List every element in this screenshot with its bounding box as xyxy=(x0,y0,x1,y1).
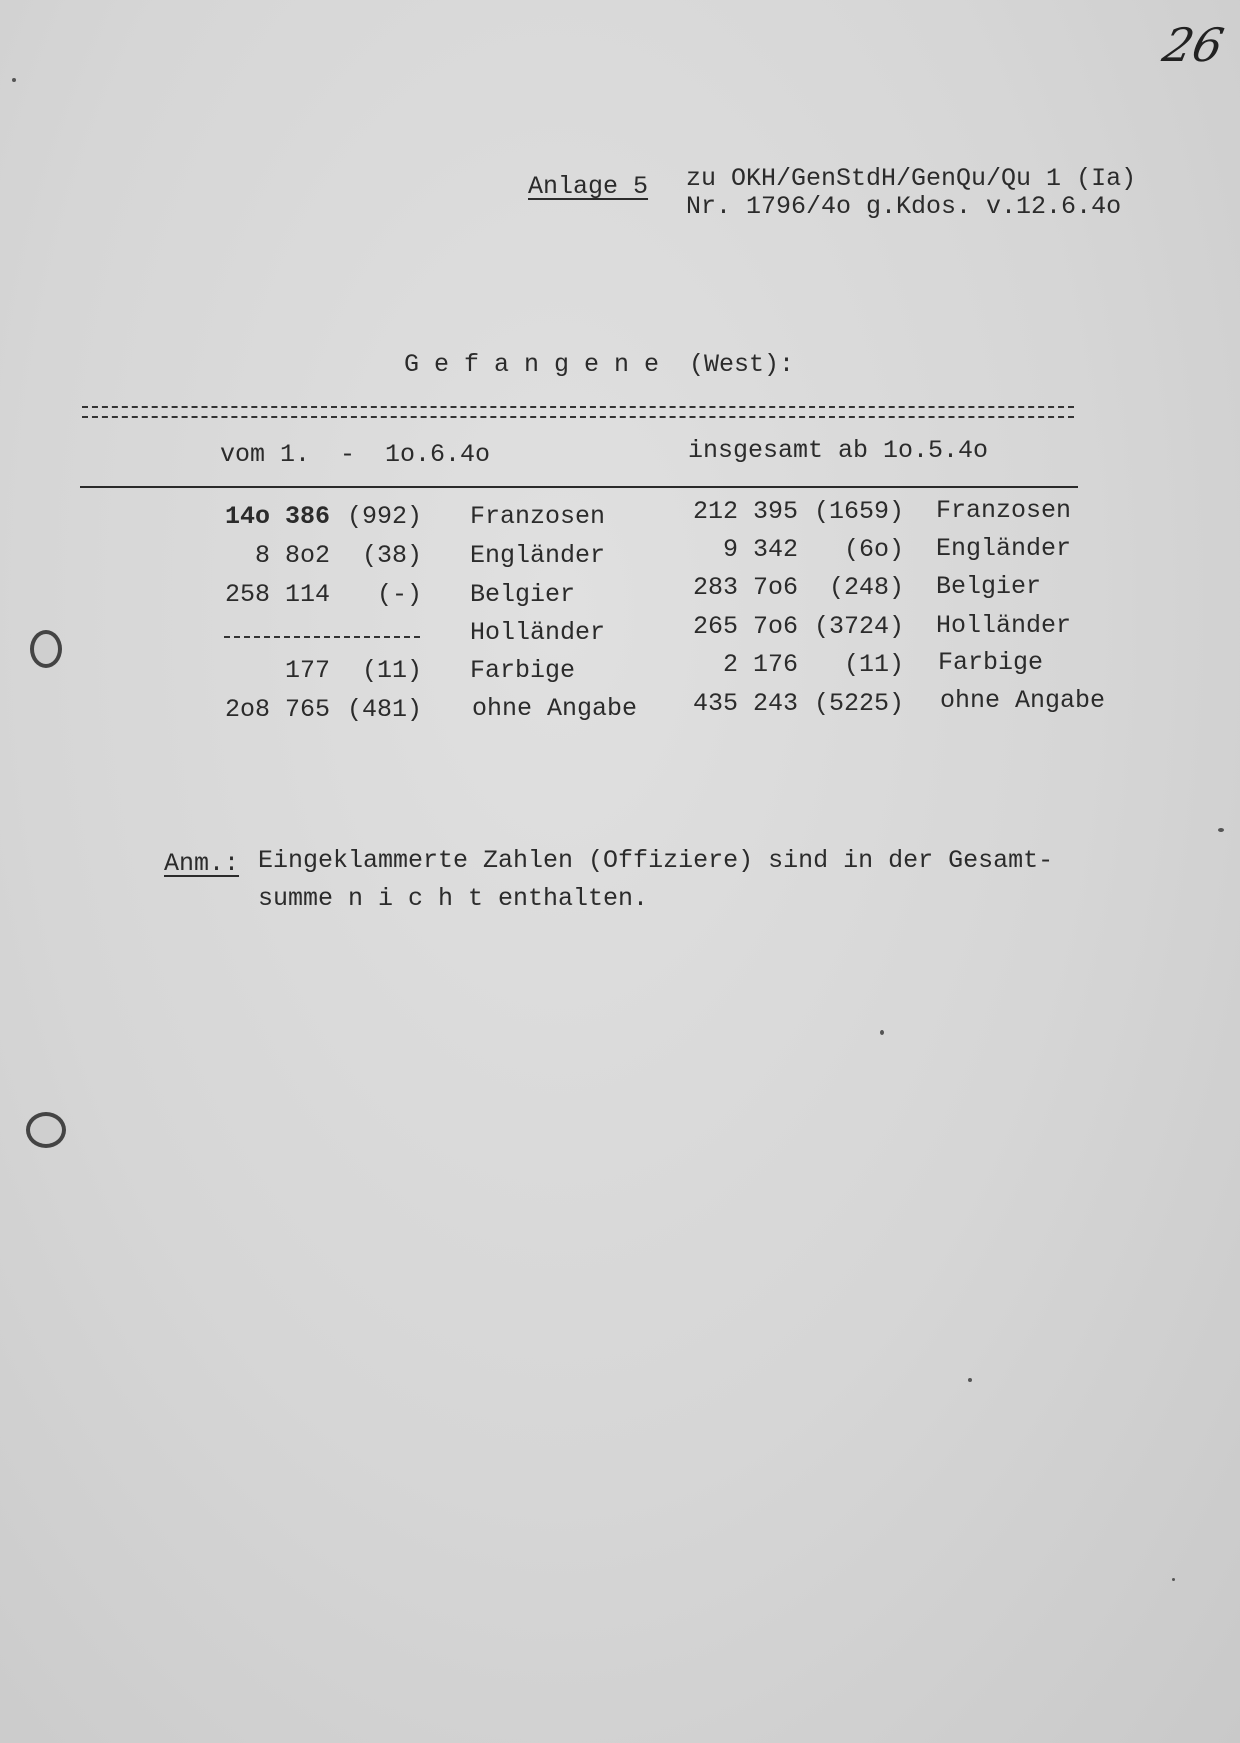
right-officers: (248) xyxy=(828,573,904,602)
paper-speck xyxy=(12,78,16,82)
right-count: 265 7o6 xyxy=(692,612,798,641)
left-officers: (-) xyxy=(376,580,422,609)
right-label: Belgier xyxy=(936,572,1042,601)
left-label: Franzosen xyxy=(470,502,606,531)
reference-line-1: zu OKH/GenStdH/GenQu/Qu 1 (Ia) xyxy=(686,164,1137,193)
header-rule xyxy=(80,486,1078,488)
left-label: Holländer xyxy=(470,618,606,647)
left-count: 258 114 xyxy=(224,580,330,609)
punch-hole xyxy=(26,1112,66,1148)
double-rule xyxy=(82,406,1074,418)
right-label: ohne Angabe xyxy=(940,686,1106,715)
right-label: Holländer xyxy=(936,611,1072,640)
note-line-2: summe n i c h t enthalten. xyxy=(258,884,649,913)
left-officers: (11) xyxy=(361,656,422,685)
right-label: Farbige xyxy=(938,648,1044,677)
right-label: Franzosen xyxy=(936,496,1072,525)
left-count: 8 8o2 xyxy=(254,541,330,570)
right-count: 435 243 xyxy=(692,689,798,718)
left-label: Belgier xyxy=(470,580,576,609)
right-count: 9 342 xyxy=(722,535,798,564)
left-officers: (992) xyxy=(346,502,422,531)
left-label: Farbige xyxy=(470,656,576,685)
left-label: ohne Angabe xyxy=(472,694,638,723)
paper-speck xyxy=(1218,828,1224,832)
anlage-label: Anlage 5 xyxy=(528,172,649,201)
left-empty-dashes xyxy=(224,636,420,638)
right-officers: (3724) xyxy=(813,612,904,641)
right-count: 2 176 xyxy=(722,650,798,679)
left-officers: (38) xyxy=(361,541,422,570)
note-line-1: Eingeklammerte Zahlen (Offiziere) sind in der Gesamt- xyxy=(258,846,1054,875)
left-count: 14o 386 xyxy=(224,502,330,531)
paper-speck xyxy=(880,1030,884,1035)
right-officers: (11) xyxy=(843,650,904,679)
right-officers: (6o) xyxy=(843,535,904,564)
right-count: 283 7o6 xyxy=(692,573,798,602)
left-label: Engländer xyxy=(470,541,606,570)
table-title: G e f a n g e n e (West): xyxy=(404,350,795,379)
reference-line-2: Nr. 1796/4o g.Kdos. v.12.6.4o xyxy=(686,192,1122,221)
left-column-header: vom 1. - 1o.6.4o xyxy=(220,440,491,469)
paper-speck xyxy=(1172,1578,1175,1581)
note-label: Anm.: xyxy=(164,849,240,878)
paper-speck xyxy=(968,1378,972,1382)
right-officers: (5225) xyxy=(813,689,904,718)
left-officers: (481) xyxy=(346,695,422,724)
right-officers: (1659) xyxy=(813,497,904,526)
handwritten-page-number: 26 xyxy=(1158,18,1229,72)
left-count: 177 xyxy=(284,656,330,685)
right-column-header: insgesamt ab 1o.5.4o xyxy=(688,436,989,465)
punch-hole xyxy=(30,630,62,668)
right-count: 212 395 xyxy=(692,497,798,526)
right-label: Engländer xyxy=(936,534,1072,563)
left-count: 2o8 765 xyxy=(224,695,330,724)
